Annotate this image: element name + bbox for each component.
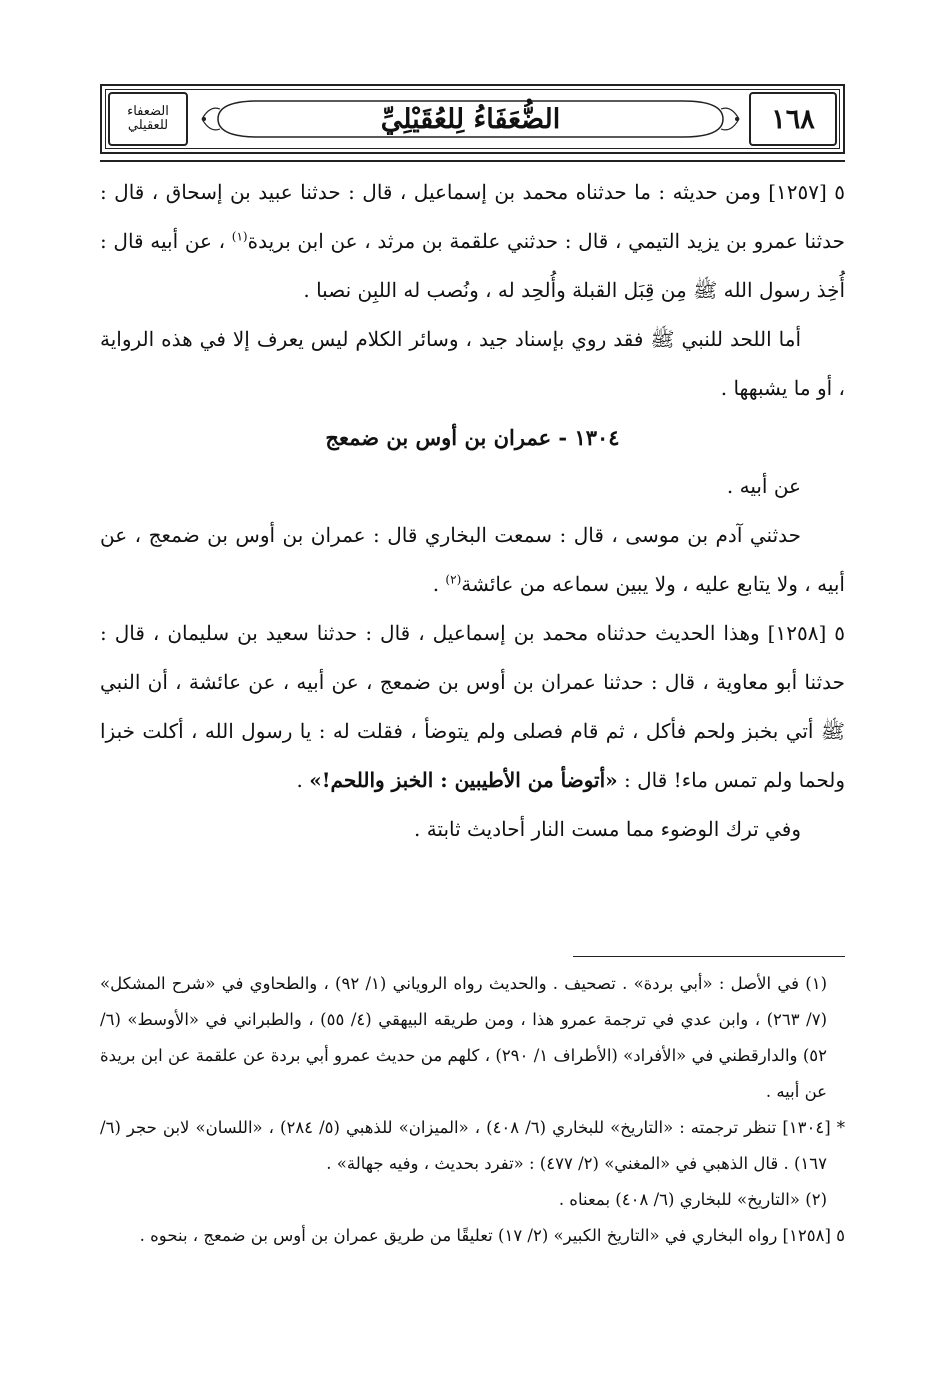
book-title: الضُّعَفَاءُ لِلعُقَيْلِيِّ: [380, 103, 561, 135]
bukhari-quote: حدثني آدم بن موسى ، قال : سمعت البخاري قال : عمران بن أوس بن ضمعج ، عن أبيه ، ولا يتابع عليه ، ولا يبين سماعه من عائشة$^{(٢)}$ .: [100, 523, 845, 596]
hadith-1257: ٥ [١٢٥٧] ومن حديثه : ما حدثناه محمد بن إسماعيل ، قال : حدثنا عبيد بن إسحاق ، قال : حدثنا عمرو بن يزيد التيمي ، قال : حدثني علقمة بن مرثد ، عن ابن بريدة$^{(١)}$ ، عن أبيه قال : أُخِذ رسول الله ﷺ مِن قِبَل القبلة وأُلحِد له ، ونُصب له اللبِن نصبا .: [100, 180, 845, 302]
footnote-entry-1304: * [١٣٠٤] تنظر ترجمته : «التاريخ» للبخاري (٦/ ٤٠٨) ، «الميزان» للذهبي (٥/ ٢٨٤) ، «اللسان» لابن حجر (٦/ ١٦٧) . قال الذهبي في «المغني» (٢/ ٤٧٧) : «تفرد بحديث ، وفيه جهالة» .: [100, 1118, 845, 1173]
hadith-1258: ٥ [١٢٥٨] وهذا الحديث حدثناه محمد بن إسماعيل ، قال : حدثنا سعيد بن سليمان ، قال : حدثنا أبو معاوية ، قال : حدثنا عمران بن أوس بن ضمعج ، عن أبيه ، عن عائشة ، أن النبي ﷺ أتي بخبز ولحم فأكل ، ثم قام فصلى ولم يتوضأ ، فقلت له : يا رسول الله ، أكلت خبزا ولحما ولم تمس ماء! قال : «أتوضأ من الأطيبين : الخبز واللحم!» .: [100, 621, 845, 792]
book-logo: [108, 92, 188, 146]
page-number: ١٦٨: [749, 92, 837, 146]
footnote-ref-1[interactable]: (١): [231, 229, 248, 244]
title-panel: [198, 92, 743, 146]
main-text: [100, 168, 845, 854]
closing-remark: وفي ترك الوضوء مما مست النار أحاديث ثابتة .: [413, 817, 801, 841]
page-header: [100, 84, 845, 154]
header-divider: [100, 160, 845, 162]
footnotes: [100, 966, 845, 1254]
commentary-paragraph: أما اللحد للنبي ﷺ فقد روي بإسناد جيد ، وسائر الكلام ليس يعرف إلا في هذه الرواية ، أو ما يشبهها .: [100, 327, 845, 400]
footnote-ref-2[interactable]: (٢): [445, 572, 462, 587]
footnote-1: (١) في الأصل : «أبي بردة» . تصحيف . والحديث رواه الروياني (١/ ٩٢) ، والطحاوي في «شرح المشكل» (٧/ ٢٦٣) ، وابن عدي في ترجمة عمرو هذا ، ومن طريقه البيهقي (٤/ ٥٥) ، والطبراني في «الأوسط» (٦/ ٥٢) والدارقطني في «الأفراد» (الأطراف ١/ ٢٩٠) ، كلهم من حديث عمرو أبي بردة عن علقمة عن ابن بريدة عن أبيه .: [100, 974, 827, 1101]
logo-text: الضعفاء للعقيلي: [127, 104, 169, 133]
footnote-divider: [573, 956, 845, 957]
footnote-2: (٢) «التاريخ» للبخاري (٦/ ٤٠٨) بمعناه .: [558, 1190, 827, 1209]
entry-heading: ١٣٠٤ - عمران بن أوس بن ضمعج: [325, 425, 620, 450]
entry-narration: عن أبيه .: [726, 474, 801, 498]
prophetic-saying: «أتوضأ من الأطيبين : الخبز واللحم!»: [309, 768, 618, 792]
footnote-hadith-1258: ٥ [١٢٥٨] رواه البخاري في «التاريخ الكبير» (٢/ ١٧) تعليقًا من طريق عمران بن أوس بن ضمعج ، بنحوه .: [139, 1226, 845, 1245]
